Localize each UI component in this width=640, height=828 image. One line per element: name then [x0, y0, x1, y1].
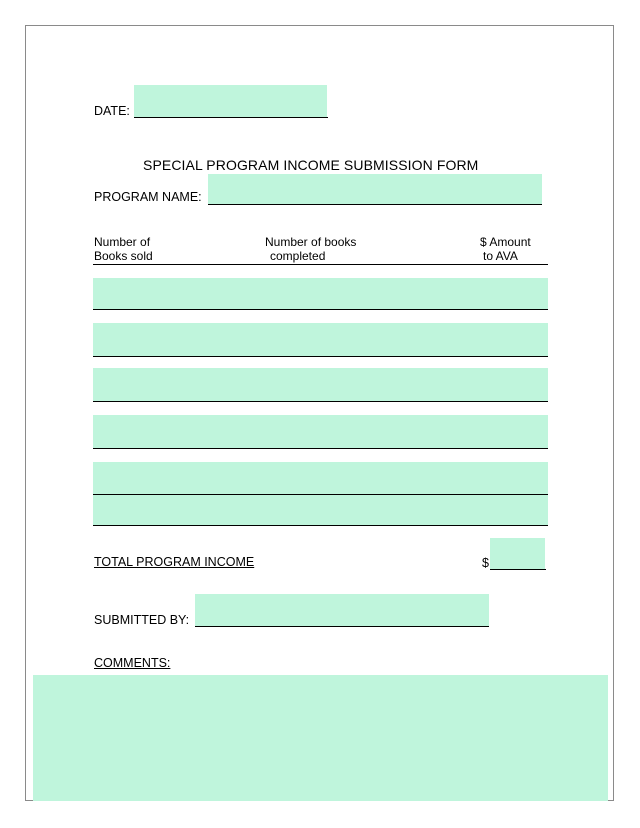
row-underline	[93, 448, 548, 449]
row-underline	[93, 356, 548, 357]
date-label: DATE:	[94, 104, 130, 118]
program-name-field[interactable]	[208, 174, 542, 204]
table-row[interactable]	[93, 368, 548, 401]
program-name-underline	[208, 204, 542, 205]
date-underline	[134, 117, 328, 118]
table-row[interactable]	[93, 278, 548, 309]
row-underline	[93, 401, 548, 402]
currency-symbol: $	[482, 556, 489, 570]
col-books-sold-header: Number of Books sold	[94, 235, 153, 263]
header-underline	[93, 264, 548, 265]
comments-label: COMMENTS:	[94, 656, 171, 670]
table-row[interactable]	[93, 495, 548, 525]
total-amount-underline	[490, 569, 546, 570]
col-books-completed-header: Number of books completed	[265, 235, 357, 263]
col-amount-header: $ Amount to AVA	[480, 235, 531, 263]
program-name-label: PROGRAM NAME:	[94, 190, 202, 204]
row-underline	[93, 525, 548, 526]
submitted-by-label: SUBMITTED BY:	[94, 613, 190, 627]
form-title: SPECIAL PROGRAM INCOME SUBMISSION FORM	[143, 157, 479, 173]
row-underline	[93, 309, 548, 310]
table-row[interactable]	[93, 415, 548, 448]
comments-field[interactable]	[33, 675, 608, 801]
table-row[interactable]	[93, 323, 548, 356]
total-amount-field[interactable]	[490, 538, 545, 569]
submitted-by-field[interactable]	[195, 594, 489, 626]
submitted-by-underline	[195, 626, 489, 627]
table-row[interactable]	[93, 462, 548, 494]
total-income-label: TOTAL PROGRAM INCOME	[94, 555, 255, 569]
date-field[interactable]	[134, 85, 327, 117]
